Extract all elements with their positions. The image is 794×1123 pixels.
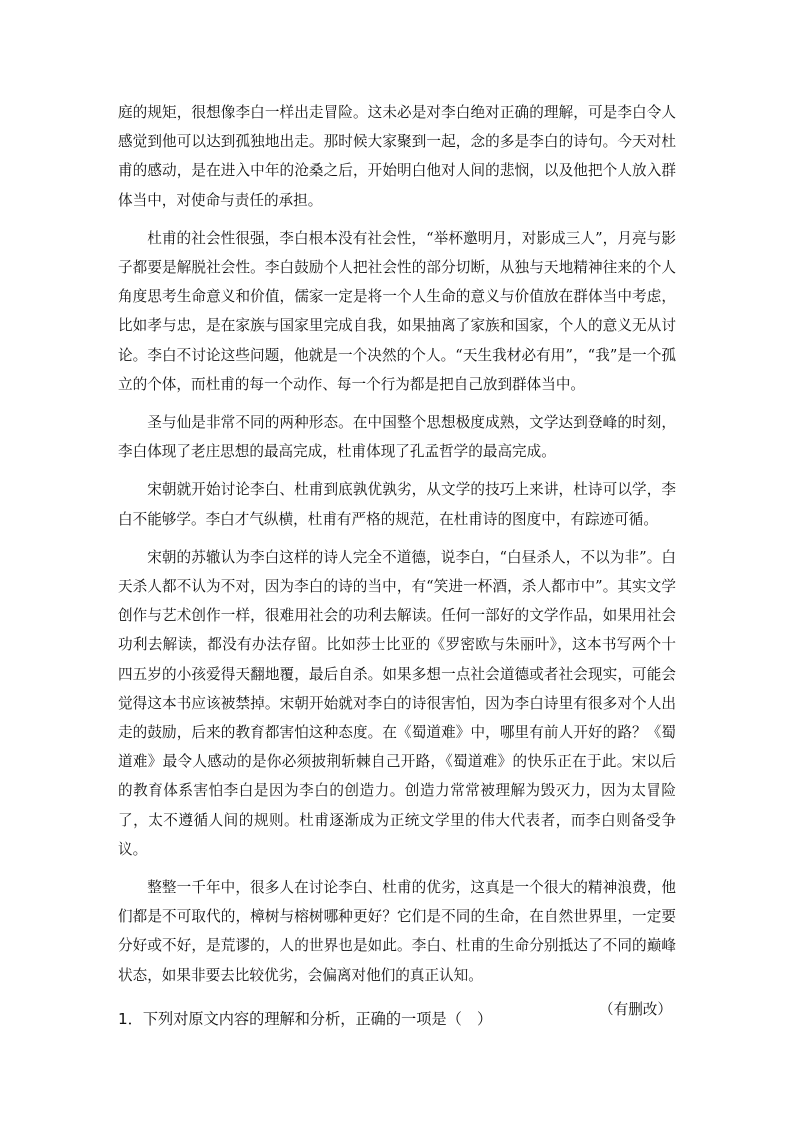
article-paragraph-3: 圣与仙是非常不同的两种形态。在中国整个思想极度成熟，文学达到登峰的时刻，李白体现了老庄思想的最高完成，杜甫体现了孔孟哲学的最高完成。: [118, 414, 676, 461]
source-note: （有删改）: [599, 1000, 672, 1018]
article-paragraph-4: 宋朝就开始讨论李白、杜甫到底孰优孰劣，从文学的技巧上来讲，杜诗可以学，李白不能够学。李白才气纵横，杜甫有严格的规范，在杜甫诗的图度中，有踪迹可循。: [118, 481, 676, 528]
article-paragraph-1: 庭的规矩，很想像李白一样出走冒险。这未必是对李白绝对正确的理解，可是李白令人感觉到他可以达到孤独地出走。那时候大家聚到一起，念的多是李白的诗句。今天对杜甫的感动，是在进入中年的沧桑之后，开始明白他对人间的悲悯，以及他把个人放入群体当中，对使命与责任的承担。: [118, 104, 676, 209]
article-paragraph-2: 杜甫的社会性很强，李白根本没有社会性，“举杯邀明月，对影成三人”，月亮与影子都要是解脱社会性。李白鼓励个人把社会性的部分切断，从独与天地精神往来的个人角度思考生命意义和价值，儒家一定是将一个人生命的意义与价值放在群体当中考虑，比如孝与忠，是在家族与国家里完成自我，如果抽离了家族和国家，个人的意义无从讨论。李白不讨论这些问题，他就是一个决然的个人。“天生我材必有用”，“我”是一个孤立的个体，而杜甫的每一个动作、每一个行为都是把自己放到群体当中。: [118, 229, 676, 393]
article-paragraph-5: 宋朝的苏辙认为李白这样的诗人完全不道德，说李白，“白昼杀人，不以为非”。白天杀人都不认为不对，因为李白的诗的当中，有“笑进一杯酒，杀人都市中”。其实文学创作与艺术创作一样，很难用社会的功利去解读。任何一部好的文学作品，如果用社会功利去解读，都没有办法存留。比如莎士比亚的《罗密欧与朱丽叶》，这本书写两个十四五岁的小孩爱得天翻地覆，最后自杀。如果多想一点社会道德或者社会现实，可能会觉得这本书应该被禁掉。宋朝开始就对李白的诗很害怕，因为李白诗里有很多对个人出走的鼓励，后来的教育都害怕这种态度。在《蜀道难》中，哪里有前人开好的路？《蜀道难》最令人感动的是你必须披荆斩棘自己开路，《蜀道难》的快乐正在于此。宋以后的教育体系害怕李白是因为李白的创造力。创造力常常被理解为毁灭力，因为太冒险了，太不遵循人间的规则。杜甫逐渐成为正统文学里的伟大代表者，而李白则备受争议。: [118, 548, 676, 858]
article-paragraph-6: 整整一千年中，很多人在讨论李白、杜甫的优劣，这真是一个很大的精神浪费，他们都是不可取代的，樟树与榕树哪种更好？它们是不同的生命，在自然世界里，一定要分好或不好，是荒谬的，人的世界也是如此。李白、杜甫的生命分别抵达了不同的巅峰状态，如果非要去比较优劣，会偏离对他们的真正认知。: [118, 879, 676, 984]
question-1: 1．下列对原文内容的理解和分析，正确的一项是（ ）: [118, 1010, 493, 1028]
article-body: [118, 98, 676, 1024]
